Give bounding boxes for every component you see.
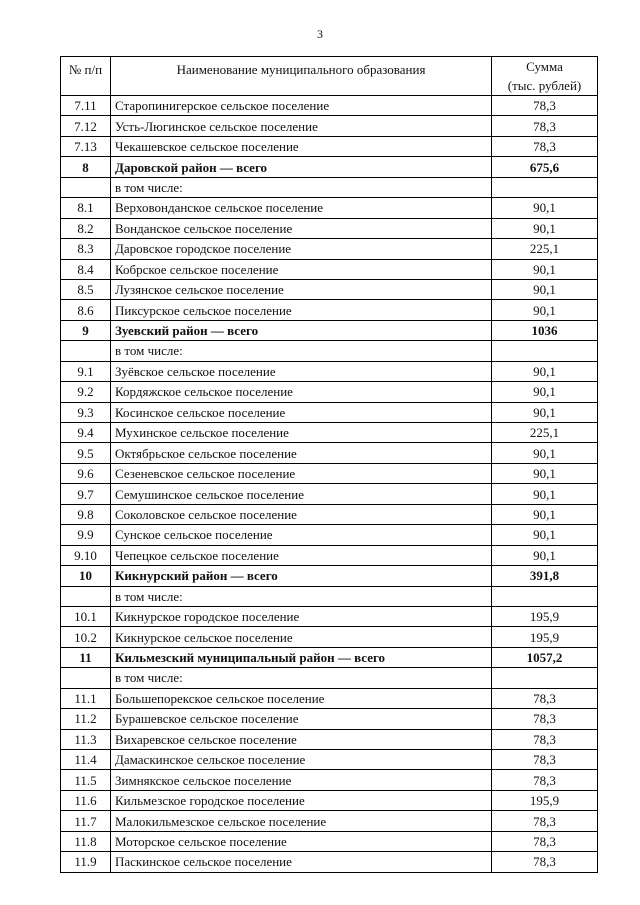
- row-sum: 90,1: [492, 484, 598, 504]
- table-row: [61, 852, 598, 872]
- row-name: Кобрское сельское поселение: [111, 259, 492, 279]
- table-header: [61, 57, 598, 96]
- row-name: Пиксурское сельское поселение: [111, 300, 492, 320]
- row-sum: 78,3: [492, 96, 598, 116]
- row-number: [61, 341, 111, 361]
- table-row: [61, 463, 598, 483]
- column-header-sum: [492, 57, 598, 96]
- row-sum: 90,1: [492, 443, 598, 463]
- row-number: 11.8: [61, 831, 111, 851]
- table-row: [61, 586, 598, 606]
- row-name: Октябрьское сельское поселение: [111, 443, 492, 463]
- row-name: Сезеневское сельское поселение: [111, 463, 492, 483]
- row-sum: 78,3: [492, 688, 598, 708]
- row-sum: [492, 341, 598, 361]
- table-row: [61, 279, 598, 299]
- row-sum: 78,3: [492, 811, 598, 831]
- row-name: Кордяжское сельское поселение: [111, 382, 492, 402]
- table-row: [61, 259, 598, 279]
- row-number: 11: [61, 647, 111, 667]
- table-row: [61, 239, 598, 259]
- table-row: [61, 177, 598, 197]
- row-sum: 90,1: [492, 300, 598, 320]
- row-sum: 90,1: [492, 218, 598, 238]
- row-number: 8.2: [61, 218, 111, 238]
- column-header-number: № п/п: [61, 57, 111, 96]
- table-row: [61, 750, 598, 770]
- row-name: Чекашевское сельское поселение: [111, 136, 492, 156]
- row-number: 11.9: [61, 852, 111, 872]
- row-sum: 90,1: [492, 259, 598, 279]
- row-name: Кильмезский муниципальный район — всего: [111, 647, 492, 667]
- table-row: [61, 729, 598, 749]
- table-row-total: [61, 647, 598, 667]
- table-row: [61, 627, 598, 647]
- row-number: 10.1: [61, 606, 111, 626]
- row-name: Кикнурское сельское поселение: [111, 627, 492, 647]
- row-name: Усть-Люгинское сельское поселение: [111, 116, 492, 136]
- table-row: [61, 382, 598, 402]
- table-row-total: [61, 566, 598, 586]
- row-number: 9.5: [61, 443, 111, 463]
- row-sum: 90,1: [492, 525, 598, 545]
- row-sum: 78,3: [492, 729, 598, 749]
- table-row: [61, 770, 598, 790]
- row-sum: 90,1: [492, 382, 598, 402]
- row-name: Зуевский район — всего: [111, 320, 492, 340]
- row-name: Лузянское сельское поселение: [111, 279, 492, 299]
- table-row: [61, 811, 598, 831]
- row-number: 9: [61, 320, 111, 340]
- row-number: 10: [61, 566, 111, 586]
- row-name: Соколовское сельское поселение: [111, 504, 492, 524]
- row-sum: 90,1: [492, 198, 598, 218]
- row-sum: 225,1: [492, 423, 598, 443]
- table-row: [61, 198, 598, 218]
- row-sum: 78,3: [492, 852, 598, 872]
- table-row: [61, 136, 598, 156]
- row-name: Бурашевское сельское поселение: [111, 709, 492, 729]
- row-name: Мухинское сельское поселение: [111, 423, 492, 443]
- row-name: Семушинское сельское поселение: [111, 484, 492, 504]
- row-name: Зимнякское сельское поселение: [111, 770, 492, 790]
- row-number: 9.8: [61, 504, 111, 524]
- row-sum: 90,1: [492, 279, 598, 299]
- row-number: 9.10: [61, 545, 111, 565]
- row-sum: 391,8: [492, 566, 598, 586]
- table-row: [61, 423, 598, 443]
- table-row: [61, 96, 598, 116]
- row-number: 8.4: [61, 259, 111, 279]
- table-row: [61, 361, 598, 381]
- column-header-sum-title: Сумма: [526, 59, 563, 74]
- row-sum: [492, 177, 598, 197]
- row-number: 9.1: [61, 361, 111, 381]
- row-number: 8.5: [61, 279, 111, 299]
- row-name: Кильмезское городское поселение: [111, 790, 492, 810]
- row-sum: 78,3: [492, 770, 598, 790]
- row-number: 11.3: [61, 729, 111, 749]
- row-number: 9.4: [61, 423, 111, 443]
- table-row-total: [61, 320, 598, 340]
- row-number: 8.1: [61, 198, 111, 218]
- row-sum: 675,6: [492, 157, 598, 177]
- table-row: [61, 790, 598, 810]
- row-sum: 90,1: [492, 545, 598, 565]
- row-number: 7.13: [61, 136, 111, 156]
- table-row: [61, 341, 598, 361]
- row-number: 8: [61, 157, 111, 177]
- row-sum: 225,1: [492, 239, 598, 259]
- table-row: [61, 606, 598, 626]
- row-sum: 90,1: [492, 504, 598, 524]
- row-sum: 1057,2: [492, 647, 598, 667]
- row-number: 9.3: [61, 402, 111, 422]
- row-name: Малокильмезское сельское поселение: [111, 811, 492, 831]
- table-row: [61, 116, 598, 136]
- row-name: Сунское сельское поселение: [111, 525, 492, 545]
- row-sum: 78,3: [492, 831, 598, 851]
- table-body: [61, 96, 598, 873]
- row-sum: 90,1: [492, 402, 598, 422]
- row-name: Старопинигерское сельское поселение: [111, 96, 492, 116]
- row-sum: 78,3: [492, 709, 598, 729]
- row-sum: 90,1: [492, 361, 598, 381]
- row-name: Кикнурский район — всего: [111, 566, 492, 586]
- table-row: [61, 218, 598, 238]
- row-sum: [492, 586, 598, 606]
- row-name: Косинское сельское поселение: [111, 402, 492, 422]
- row-sum: [492, 668, 598, 688]
- row-name: Вонданское сельское поселение: [111, 218, 492, 238]
- row-sum: 195,9: [492, 627, 598, 647]
- row-name: Моторское сельское поселение: [111, 831, 492, 851]
- row-number: [61, 668, 111, 688]
- row-name: Чепецкое сельское поселение: [111, 545, 492, 565]
- row-name: Даровское городское поселение: [111, 239, 492, 259]
- table-row: [61, 688, 598, 708]
- table-row: [61, 484, 598, 504]
- row-number: 11.1: [61, 688, 111, 708]
- row-number: 9.2: [61, 382, 111, 402]
- row-number: 8.6: [61, 300, 111, 320]
- row-number: 10.2: [61, 627, 111, 647]
- row-name: Верховонданское сельское поселение: [111, 198, 492, 218]
- row-sum: 78,3: [492, 116, 598, 136]
- row-number: 11.7: [61, 811, 111, 831]
- row-name: в том числе:: [111, 341, 492, 361]
- row-sum: 90,1: [492, 463, 598, 483]
- row-sum: 195,9: [492, 790, 598, 810]
- row-number: [61, 177, 111, 197]
- table-row-total: [61, 157, 598, 177]
- row-name: в том числе:: [111, 177, 492, 197]
- row-number: 11.5: [61, 770, 111, 790]
- row-sum: 78,3: [492, 750, 598, 770]
- row-number: [61, 586, 111, 606]
- row-name: Дамаскинское сельское поселение: [111, 750, 492, 770]
- row-sum: 78,3: [492, 136, 598, 156]
- row-name: Зуёвское сельское поселение: [111, 361, 492, 381]
- table-row: [61, 525, 598, 545]
- row-name: в том числе:: [111, 668, 492, 688]
- row-name: Вихаревское сельское поселение: [111, 729, 492, 749]
- row-number: 11.2: [61, 709, 111, 729]
- row-number: 7.11: [61, 96, 111, 116]
- row-number: 8.3: [61, 239, 111, 259]
- row-name: Даровской район — всего: [111, 157, 492, 177]
- row-number: 7.12: [61, 116, 111, 136]
- row-number: 11.6: [61, 790, 111, 810]
- table-row: [61, 300, 598, 320]
- table-row: [61, 709, 598, 729]
- page-number: 3: [317, 27, 323, 41]
- row-number: 11.4: [61, 750, 111, 770]
- table-row: [61, 545, 598, 565]
- header-row: [61, 57, 598, 96]
- row-sum: 195,9: [492, 606, 598, 626]
- row-number: 9.6: [61, 463, 111, 483]
- table-row: [61, 443, 598, 463]
- row-number: 9.9: [61, 525, 111, 545]
- allocation-table: [60, 56, 598, 873]
- row-name: Большепорекское сельское поселение: [111, 688, 492, 708]
- row-name: Кикнурское городское поселение: [111, 606, 492, 626]
- column-header-sum-unit: (тыс. рублей): [507, 78, 582, 93]
- table-row: [61, 668, 598, 688]
- row-number: 9.7: [61, 484, 111, 504]
- row-name: в том числе:: [111, 586, 492, 606]
- column-header-name: Наименование муниципального образования: [111, 57, 492, 96]
- row-name: Паскинское сельское поселение: [111, 852, 492, 872]
- table-row: [61, 402, 598, 422]
- table-row: [61, 831, 598, 851]
- table-row: [61, 504, 598, 524]
- row-sum: 1036: [492, 320, 598, 340]
